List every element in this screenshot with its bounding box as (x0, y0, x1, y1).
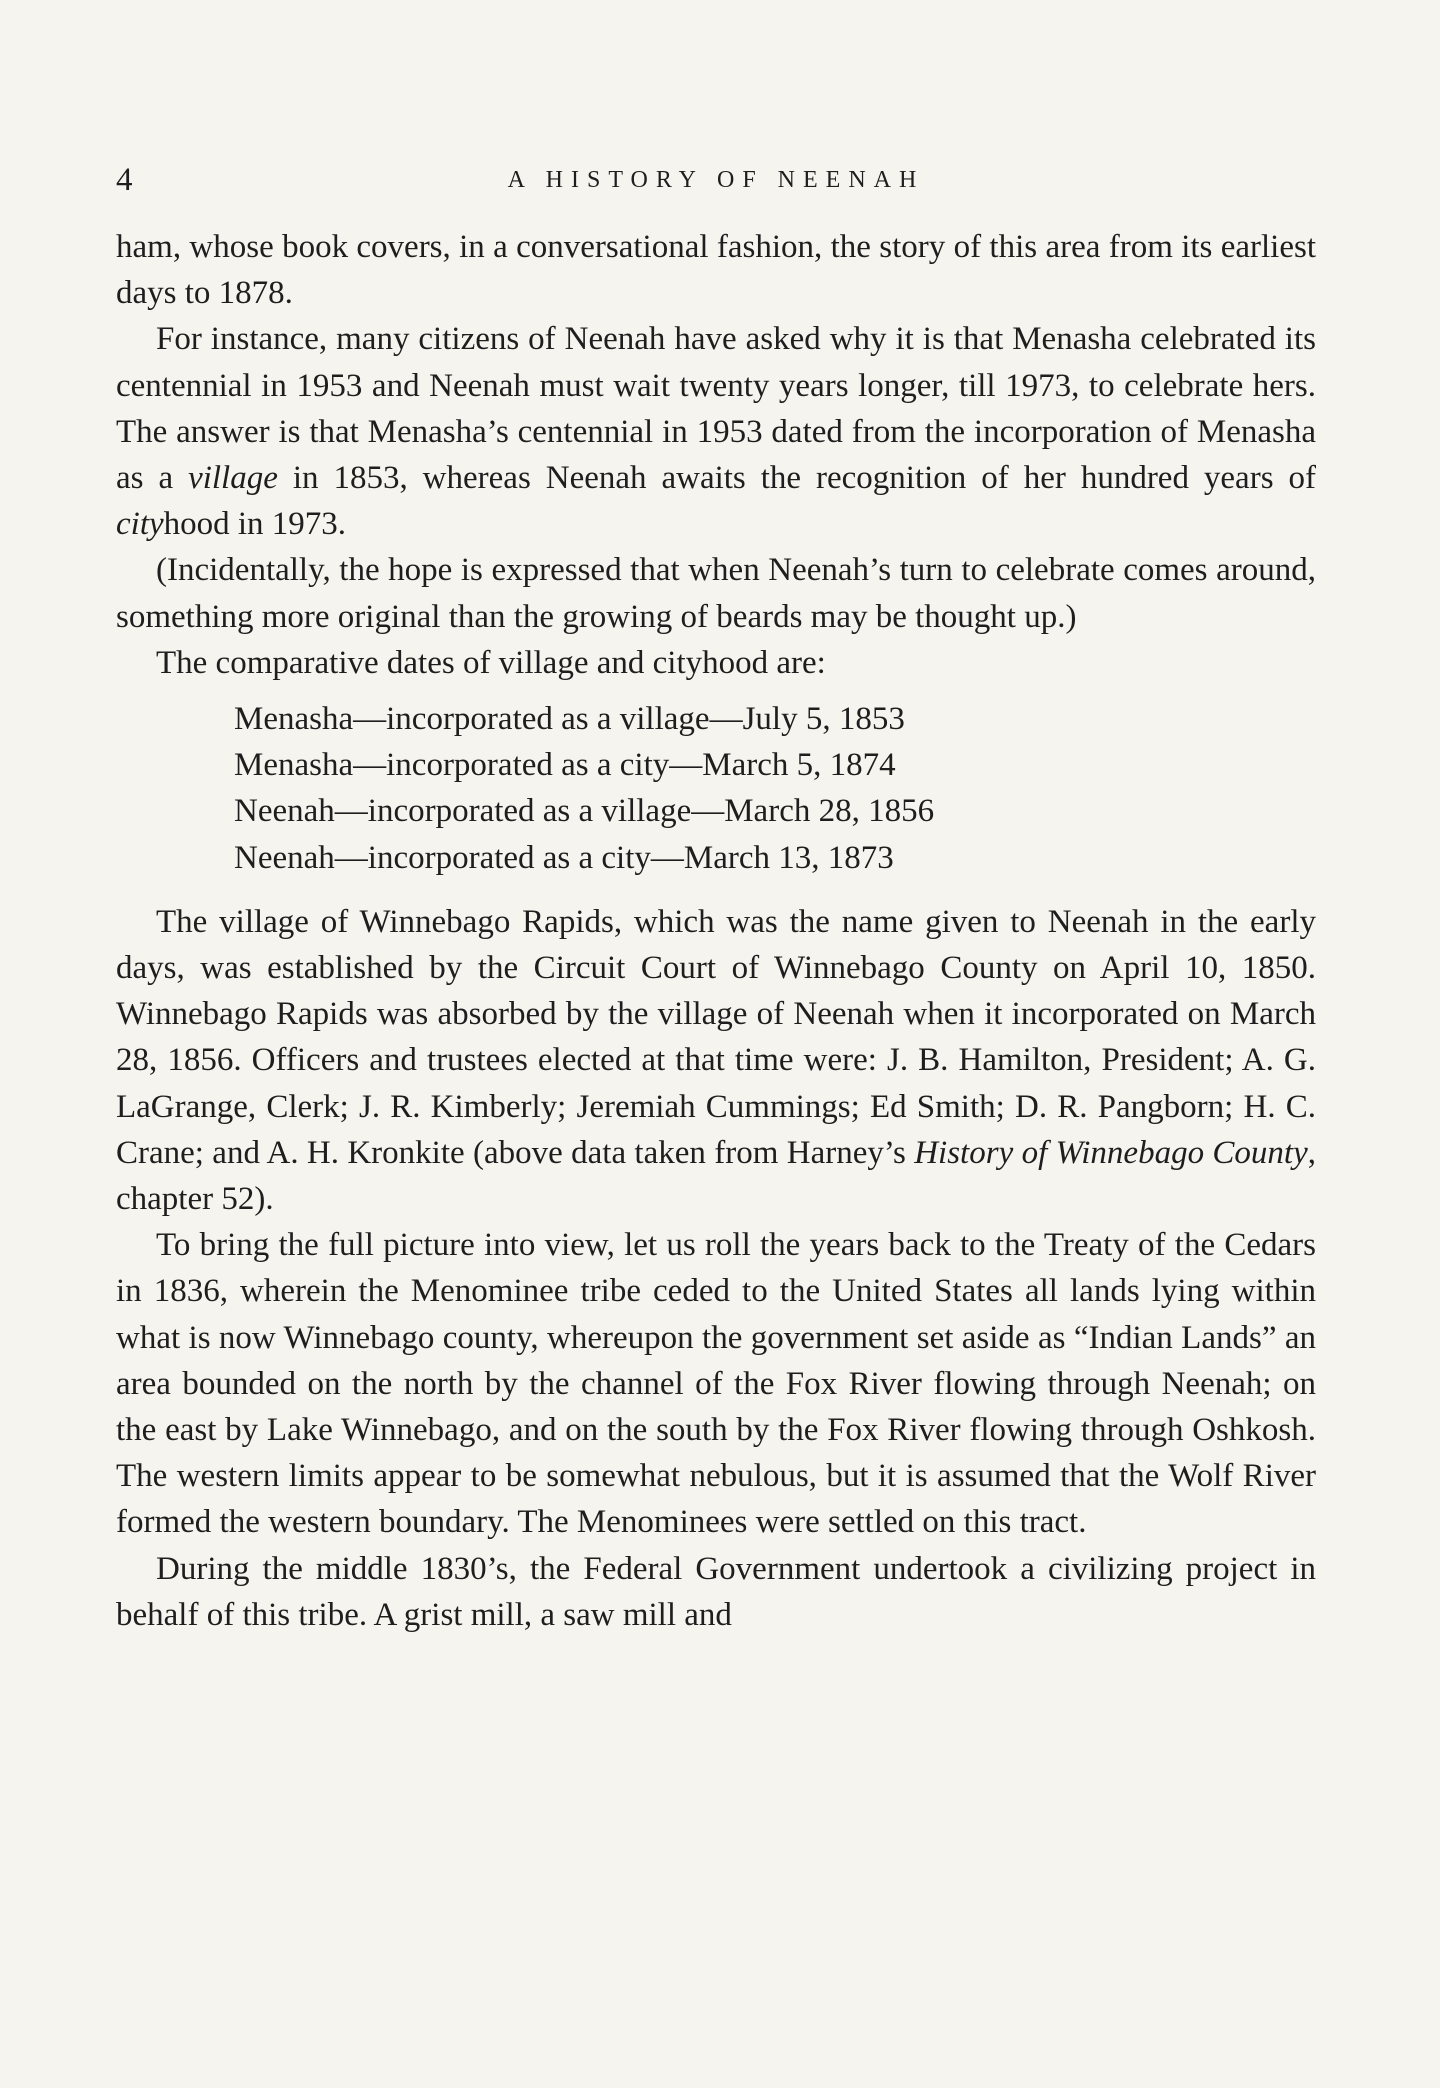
running-head (116, 160, 1316, 200)
paragraph-text: hood in 1973. (163, 506, 347, 543)
paragraph-incidentally: (Incidentally, the hope is expressed that when Neenah’s turn to celebrate comes around, something more original than the growing of beards may be thought up.) (116, 552, 1316, 635)
paragraph-treaty-of-cedars: To bring the full picture into view, let us roll the years back to the Treaty of the Cedars in 1836, wherein the Menominee tribe ceded to the United States all lands lying within what is now Winnebago county, whereupon the government set aside as “Indian Lands” an area bounded on the north by the channel of the Fox River flowing through Neenah; on the east by Lake Winnebago, and on the south by the Fox River flowing through Oshkosh. The western limits appear to be somewhat nebulous, but it is assumed that the Wolf River formed the western boundary. The Menominees were settled on this tract. (116, 1227, 1316, 1541)
paragraph-text: , chapter 52). (116, 1134, 1316, 1218)
paragraph-centennial (116, 316, 1316, 547)
date-line-neenah-village: Neenah—incorporated as a village—March 28, 1856 (234, 793, 935, 830)
paragraph-winnebago-rapids (116, 899, 1316, 1222)
date-line-neenah-city: Neenah—incorporated as a city—March 13, 1873 (234, 839, 894, 876)
paragraph-text: The village of Winnebago Rapids, which was the name given to Neenah in the early days, was established by the Circuit Court of Winnebago County on April 10, 1850. Winnebago Rapids was absorbed by the village of Neenah when it incorporated on March 28, 1856. Officers and trustees elected at that time were: J. B. Hamilton, President; A. G. LaGrange, Clerk; J. R. Kimberly; Jeremiah Cummings; Ed Smith; D. R. Pangborn; H. C. Crane; and A. H. Kronkite (above data taken from Harney’s (116, 903, 1316, 1171)
paragraph-comparative-dates-intro: The comparative dates of village and cityhood are: (156, 644, 826, 681)
italic-village: village (188, 460, 278, 497)
page-number: 4 (116, 162, 133, 198)
body-text (116, 224, 1316, 1638)
paragraph-text: For instance, many citizens of Neenah have asked why it is that Menasha celebrated its centennial in 1953 and Neenah must wait twenty years longer, till 1973, to celebrate hers. The answer is that Menasha’s centennial in 1953 dated from the incorporation of Menasha as a (116, 321, 1316, 497)
italic-book-title: History of Winnebago County (914, 1134, 1308, 1171)
date-line-menasha-city: Menasha—incorporated as a city—March 5, 1874 (234, 747, 896, 784)
date-line-menasha-village: Menasha—incorporated as a village—July 5, 1853 (234, 701, 905, 738)
italic-city: city (116, 506, 164, 543)
running-title: A HISTORY OF NEENAH (507, 167, 925, 193)
paragraph-text: in 1853, whereas Neenah awaits the recognition of her hundred years of (277, 460, 1316, 497)
paragraph-continuation: ham, whose book covers, in a conversational fashion, the story of this area from its earliest days to 1878. (116, 229, 1316, 312)
incorporation-dates-list (116, 696, 1316, 881)
paragraph-federal-government: During the middle 1830’s, the Federal Government undertook a civilizing project in behalf of this tribe. A grist mill, a saw mill and (116, 1550, 1316, 1633)
